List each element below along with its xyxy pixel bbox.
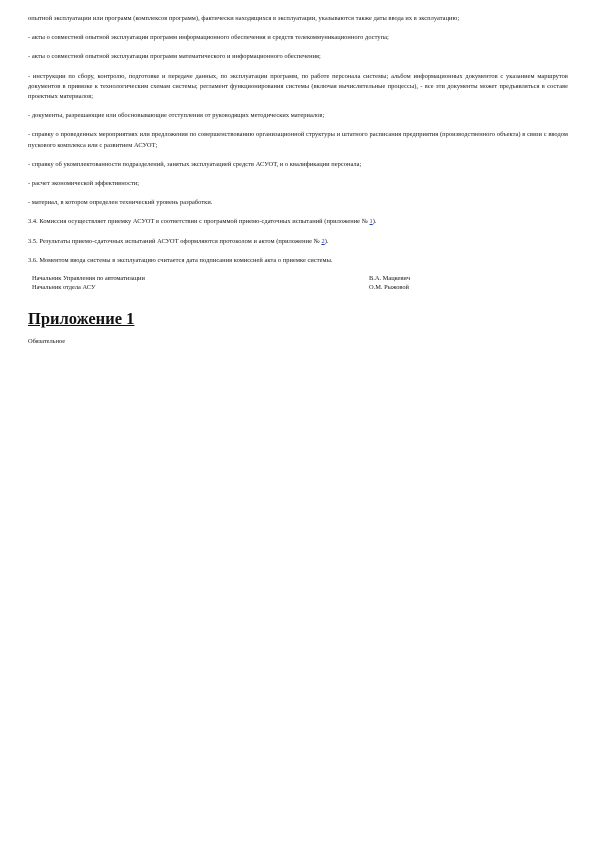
signature-block xyxy=(28,275,568,292)
list-item: - справку об укомплектованности подразделений, занятых эксплуатацией средств АСУОТ, и о квалификации персонала; xyxy=(28,160,362,168)
list-item: - акты о совместной опытной эксплуатации программ математического и информационного обеспечения; xyxy=(28,53,321,61)
appendix-note: Обязательное xyxy=(28,338,66,346)
clause-3-4-text: 3.4. Комиссия осуществляет приемку АСУОТ в соответствии с программой приемо-сдаточных испытаний (приложение № xyxy=(28,218,370,226)
clause-3-5 xyxy=(28,237,568,247)
appendix-1-link[interactable]: 1 xyxy=(369,218,373,226)
signature-name: О.М. Рыжовой xyxy=(369,283,409,291)
clause-3-6: 3.6. Моментом ввода системы в эксплуатацию считается дата подписания комиссией акта о приемке системы. xyxy=(28,256,333,264)
clause-3-4-end: ). xyxy=(372,218,377,226)
paragraph-continuation: опытной эксплуатации или программ (комплексов программ), фактически находящихся в эксплуатации, указываются также даты ввода их в эксплуатацию; xyxy=(28,15,460,22)
signature-role: Начальник Управления по автоматизации xyxy=(32,275,145,283)
signature-role: Начальник отдела АСУ xyxy=(32,283,96,291)
list-item: - акты о совместной опытной эксплуатации программ информационного обеспечения и средств телекоммуникационного доступа; xyxy=(28,34,389,42)
list-item: - справку о проведенных мероприятиях или предложения по совершенствованию организационной структуры и штатного расписания предприятия (производственного объекта) в связи с вводом пускового комплекса или с развитием АСУОТ; xyxy=(28,131,568,149)
clause-3-4 xyxy=(28,217,568,227)
list-item: - расчет экономической эффективности; xyxy=(28,180,140,188)
signature-row xyxy=(28,284,568,293)
clause-3-5-end: ). xyxy=(324,237,329,245)
signature-name: В.А. Мацкевич xyxy=(369,275,411,283)
document-body xyxy=(28,14,568,346)
list-item: - документы, разрешающие или обосновывающие отступления от руководящих методических материалов; xyxy=(28,112,325,120)
clause-3-5-text: 3.5. Результаты приемо-сдаточных испытаний АСУОТ оформляются протоколом и актом (приложение № xyxy=(28,237,322,245)
appendix-2-link[interactable]: 2 xyxy=(321,237,325,245)
signature-row xyxy=(28,275,568,284)
list-item: - материал, в котором определен технический уровень разработки. xyxy=(28,199,213,207)
appendix-title: Приложение 1 xyxy=(28,309,135,329)
list-item: - инструкции по сбору, контролю, подготовке и передаче данных, по эксплуатации программ, по работе персонала системы; альбом информационных документов с указанием маршрутов документов в привязке к технологическим схемам системы; регламент функционирования системы (включая вычислительные процессы), - все эти документы может предъявляться в составе проектных материалов; xyxy=(28,72,568,101)
